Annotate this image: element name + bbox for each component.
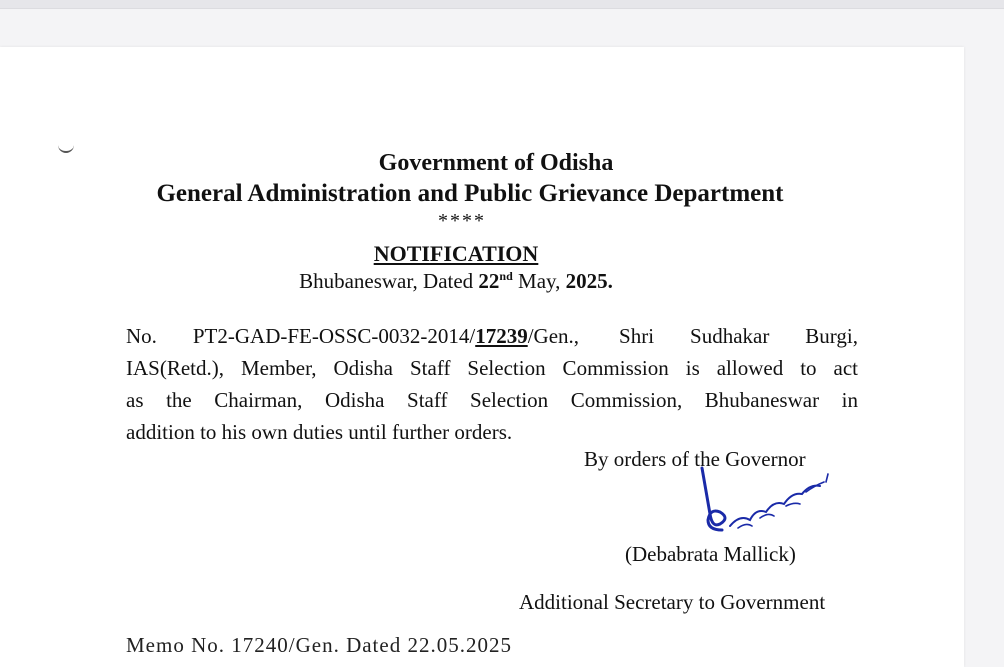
viewer-top-bar (0, 0, 1004, 9)
department-heading: General Administration and Public Grievance Department (156, 180, 784, 207)
memo-prefix: No. PT2-GAD-FE-OSSC-0032-2014/ (126, 324, 476, 348)
memo-suffix: /Gen., (527, 324, 580, 348)
body-line-3: as the Chairman, Odisha Staff Selection Commission, Bhubaneswar in (126, 388, 858, 412)
heading-separator: **** (438, 210, 486, 232)
date-day-suffix: nd (499, 269, 513, 283)
date-day: 22nd (478, 269, 513, 293)
notification-title: NOTIFICATION (373, 241, 539, 266)
officer-name: Shri Sudhakar Burgi, (619, 324, 858, 348)
notification-body (126, 320, 858, 448)
body-line-2: IAS(Retd.), Member, Odisha Staff Selection Commission is allowed to act (126, 356, 858, 380)
body-line-4: addition to his own duties until further orders. (126, 420, 513, 444)
signatory-name: (Debabrata Mallick) (625, 542, 796, 566)
date-prefix: Bhubaneswar, Dated (299, 269, 474, 293)
memo-line-cutoff: Memo No. 17240/Gen. Dated 22.05.2025 (126, 633, 512, 657)
memo-number: 17239 (475, 324, 528, 348)
signatory-designation: Additional Secretary to Government (519, 590, 826, 614)
government-heading: Government of Odisha (378, 150, 614, 176)
date-month: May, (518, 269, 561, 293)
handwritten-signature (690, 462, 840, 552)
by-orders-text: By orders of the Governor (584, 447, 806, 471)
body-line-1 (126, 320, 858, 352)
notification-date (0, 269, 938, 294)
date-year: 2025. (565, 269, 613, 293)
